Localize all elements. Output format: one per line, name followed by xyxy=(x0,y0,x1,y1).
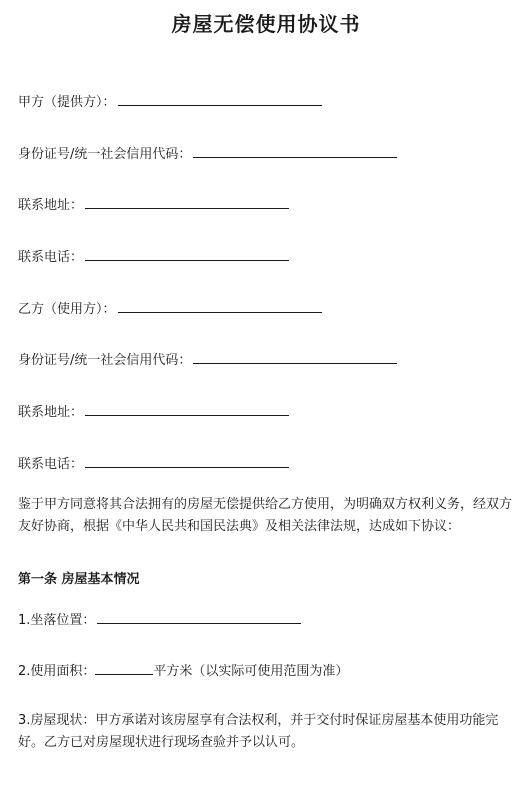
article-1-heading: 第一条 房屋基本情况 xyxy=(18,572,140,587)
condition-paragraph: 3.房屋现状：甲方承诺对该房屋享有合法权利，并于交付时保证房屋基本使用功能完好。乙方已对房屋现状进行现场查验并予以认可。 xyxy=(18,713,499,750)
area-field xyxy=(18,662,348,680)
party-a-phone-blank[interactable] xyxy=(85,248,289,261)
party-b-id-label: 身份证号/统一社会信用代码： xyxy=(18,353,192,368)
party-a-phone-field xyxy=(18,248,289,266)
party-b-label: 乙方（使用方）： xyxy=(18,302,116,317)
party-a-blank[interactable] xyxy=(118,93,322,106)
party-b-field xyxy=(18,300,322,318)
preamble-paragraph: 鉴于甲方同意将其合法拥有的房屋无偿提供给乙方使用，为明确双方权利义务，经双方友好协商，根据《中华人民共和国民法典》及相关法律法规，达成如下协议： xyxy=(18,497,513,534)
party-a-label: 甲方（提供方）： xyxy=(18,95,116,110)
party-b-blank[interactable] xyxy=(118,300,322,313)
document-title: 房屋无偿使用协议书 xyxy=(171,12,361,36)
party-b-id-blank[interactable] xyxy=(193,351,397,364)
party-a-field xyxy=(18,93,322,111)
party-a-address-field xyxy=(18,196,289,214)
location-label: 1.坐落位置： xyxy=(18,613,96,628)
party-b-address-blank[interactable] xyxy=(85,403,289,416)
party-a-id-label: 身份证号/统一社会信用代码： xyxy=(18,147,192,162)
party-a-id-field xyxy=(18,145,397,163)
party-a-address-blank[interactable] xyxy=(85,196,289,209)
party-a-id-blank[interactable] xyxy=(193,145,397,158)
party-b-phone-blank[interactable] xyxy=(85,455,289,468)
party-b-id-field xyxy=(18,351,397,369)
location-blank[interactable] xyxy=(97,611,301,624)
location-field xyxy=(18,611,301,629)
party-a-address-label: 联系地址： xyxy=(18,198,84,213)
area-suffix: 平方米（以实际可使用范围为准） xyxy=(153,664,349,679)
area-label: 2.使用面积： xyxy=(18,664,96,679)
party-a-phone-label: 联系电话： xyxy=(18,250,84,265)
party-b-phone-label: 联系电话： xyxy=(18,457,84,472)
party-b-address-label: 联系地址： xyxy=(18,405,84,420)
party-b-phone-field xyxy=(18,455,289,473)
area-blank[interactable] xyxy=(95,662,153,675)
party-b-address-field xyxy=(18,403,289,421)
